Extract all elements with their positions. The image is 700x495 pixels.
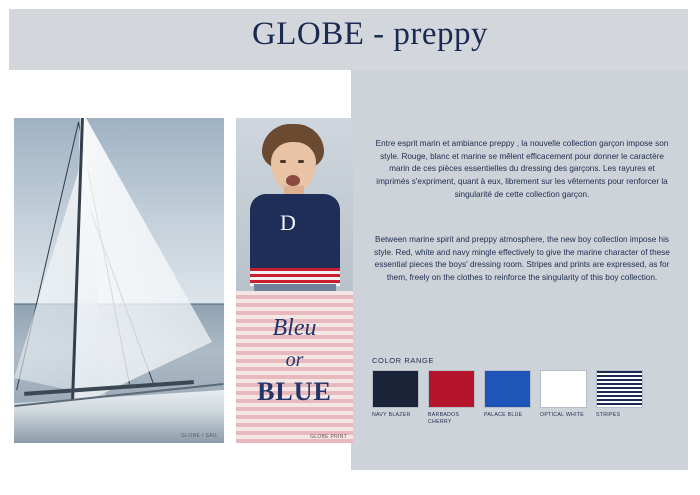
swatch-name: PALACE BLUE — [484, 412, 523, 418]
color-swatch-item — [484, 370, 531, 426]
description-french: Entre esprit marin et ambiance preppy , la nouvelle collection garçon impose son style. Rouge, blanc et marine se mêlent efficacement pour donner le caractère marin de ces pièces essentielles du dressing des garçons. Les rayures et imprimés s'expriment, quant à eux, librement sur les vêtements pour renforcer la singularité de cette collection garçon. — [375, 139, 669, 199]
background-white-top-edge — [0, 0, 700, 9]
bleu-or-blue-print — [236, 291, 353, 443]
print-caption: GLOBE PRINT — [310, 434, 347, 440]
description-english: Between marine spirit and preppy atmosphere, the new boy collection impose his style. Red, white and navy mingle effectively to give the marine character of these essential pieces the boys' dressing room. Stripes and prints are expressed, as for them, freely on the clothes to reinforce the singularity of this boy collection. — [374, 235, 670, 283]
swatch-chip-optical-white — [540, 370, 587, 408]
color-swatch-item — [596, 370, 643, 426]
color-swatch-list — [372, 370, 643, 426]
swatch-chip-stripes — [596, 370, 643, 408]
print-line-1: Bleu — [272, 315, 317, 341]
background-white-left-edge — [0, 0, 9, 70]
swatch-chip-navy-blazer — [372, 370, 419, 408]
background-white-right-edge — [688, 0, 700, 495]
page-title: GLOBE - preppy — [251, 16, 489, 52]
left-eye-shape — [280, 160, 286, 163]
sweater-letter: D — [280, 210, 296, 235]
right-eye-shape — [298, 160, 304, 163]
color-swatch-item — [540, 370, 587, 426]
swatch-name: BARBADOS CHERRY — [428, 412, 460, 426]
swatch-chip-palace-blue — [484, 370, 531, 408]
color-swatch-item — [372, 370, 419, 426]
swatch-name: STRIPES — [596, 412, 621, 418]
background-white-bottom — [0, 470, 700, 495]
swatch-name: NAVY BLAZER — [372, 412, 411, 418]
print-line-2: or — [285, 349, 304, 371]
mouth-shape — [286, 175, 300, 186]
color-swatch-item — [428, 370, 475, 426]
print-line-3: BLUE — [257, 377, 332, 406]
swatch-name: OPTICAL WHITE — [540, 412, 585, 418]
boy-photo — [236, 118, 353, 291]
sailboat-photo-caption: GLOBE / SAIL — [180, 433, 218, 439]
color-range-label: COLOR RANGE — [372, 356, 435, 365]
sailboat-photo — [14, 118, 224, 443]
swatch-chip-barbados-cherry — [428, 370, 475, 408]
jeans-shape — [254, 284, 336, 291]
